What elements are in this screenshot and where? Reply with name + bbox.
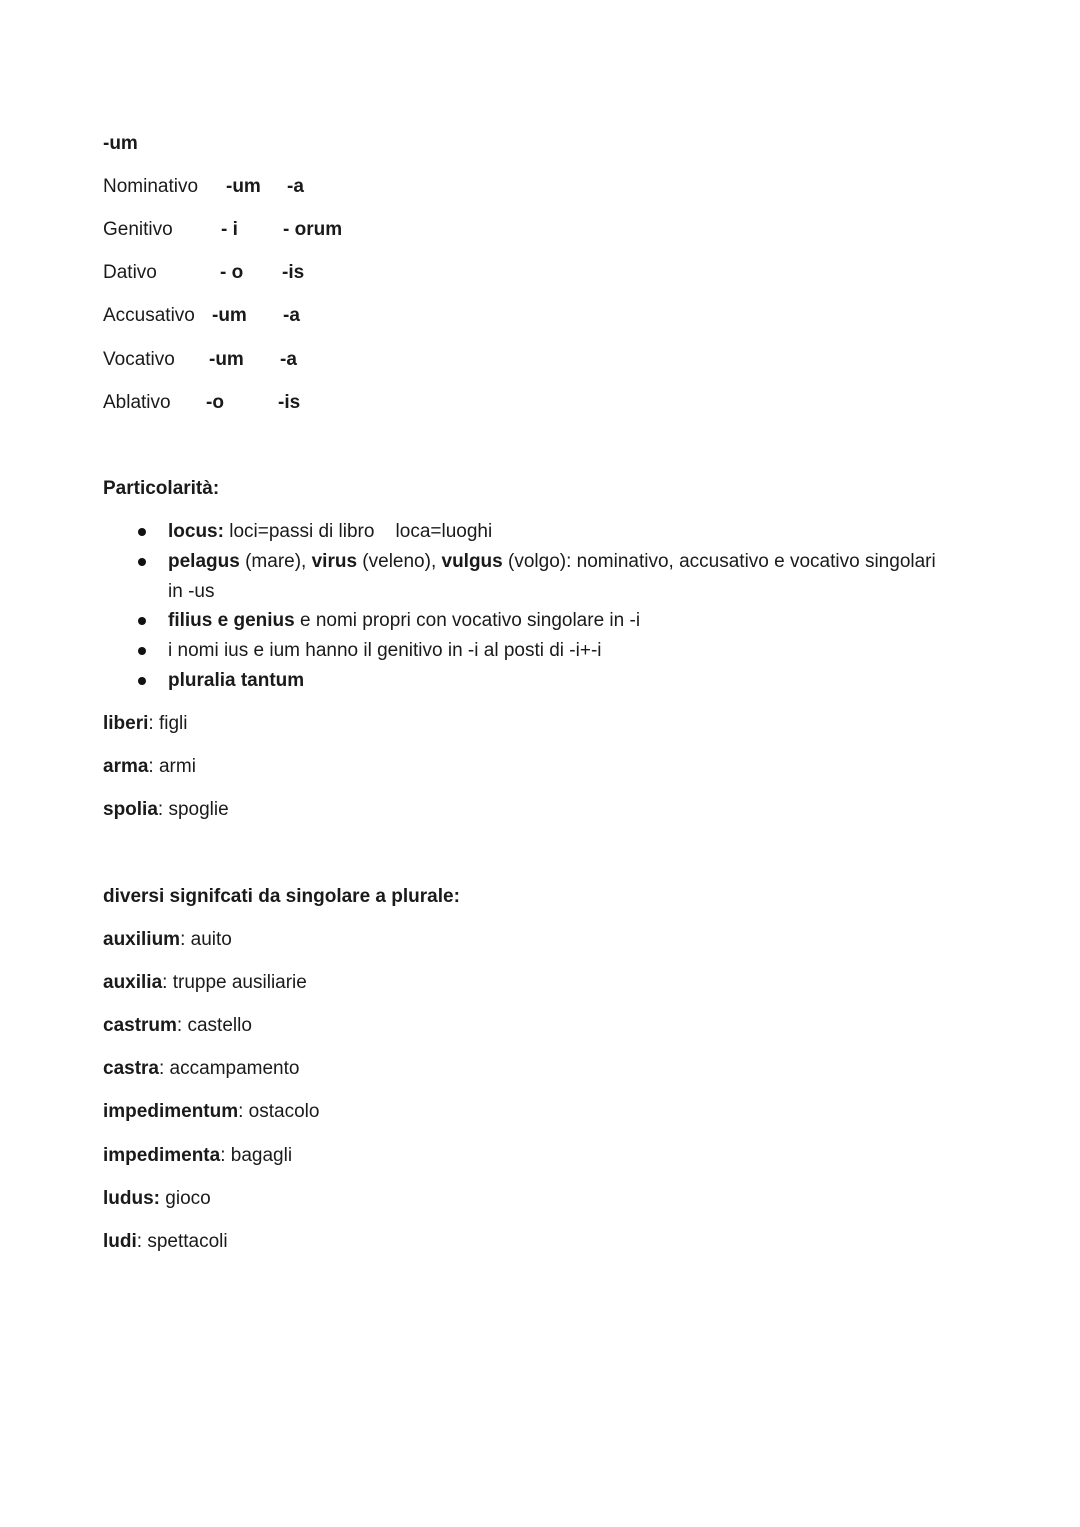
- case-name: Vocativo: [103, 349, 175, 370]
- case-singular-ending: -um: [209, 349, 244, 370]
- case-name: Ablativo: [103, 392, 171, 413]
- case-name: Genitivo: [103, 219, 173, 240]
- bullet-icon: [138, 528, 146, 536]
- case-name: Accusativo: [103, 305, 195, 326]
- diversi-heading: diversi signifcati da singolare a plurale:: [103, 886, 460, 907]
- bullet-icon: [138, 617, 146, 625]
- case-singular-ending: -um: [212, 305, 247, 326]
- list-item: pluralia tantum: [168, 670, 305, 691]
- vocab-entry: ludus: gioco: [103, 1188, 211, 1209]
- list-item-continuation: in -us: [168, 581, 215, 602]
- vocab-entry: castrum: castello: [103, 1015, 252, 1036]
- case-plural-ending: -a: [287, 176, 304, 197]
- declension-title: -um: [103, 133, 138, 154]
- bullet-icon: [138, 647, 146, 655]
- case-plural-ending: -a: [280, 349, 297, 370]
- list-item: pelagus (mare), virus (veleno), vulgus (volgo): nominativo, accusativo e vocativo singolari: [168, 551, 936, 572]
- list-item: filius e genius e nomi propri con vocativo singolare in -i: [168, 610, 641, 631]
- vocab-entry: arma: armi: [103, 756, 196, 777]
- case-singular-ending: -o: [206, 392, 224, 413]
- bullet-icon: [138, 558, 146, 566]
- vocab-entry: liberi: figli: [103, 713, 188, 734]
- bullet-icon: [138, 677, 146, 685]
- case-name: Nominativo: [103, 176, 199, 197]
- vocab-entry: impedimentum: ostacolo: [103, 1101, 320, 1122]
- case-plural-ending: -is: [278, 392, 301, 413]
- list-item: i nomi ius e ium hanno il genitivo in -i al posti di -i+-i: [168, 640, 602, 661]
- case-singular-ending: - o: [220, 262, 244, 283]
- case-plural-ending: - orum: [283, 219, 343, 240]
- case-name: Dativo: [103, 262, 157, 283]
- case-plural-ending: -a: [283, 305, 300, 326]
- vocab-entry: auxilium: auito: [103, 929, 232, 950]
- particolarita-heading: Particolarità:: [103, 478, 220, 499]
- list-item: locus: loci=passi di libro loca=luoghi: [168, 521, 493, 542]
- case-singular-ending: - i: [221, 219, 238, 240]
- case-singular-ending: -um: [226, 176, 261, 197]
- vocab-entry: auxilia: truppe ausiliarie: [103, 972, 307, 993]
- vocab-entry: impedimenta: bagagli: [103, 1145, 293, 1166]
- vocab-entry: spolia: spoglie: [103, 799, 229, 820]
- vocab-entry: ludi: spettacoli: [103, 1231, 228, 1252]
- case-plural-ending: -is: [282, 262, 305, 283]
- vocab-entry: castra: accampamento: [103, 1058, 300, 1079]
